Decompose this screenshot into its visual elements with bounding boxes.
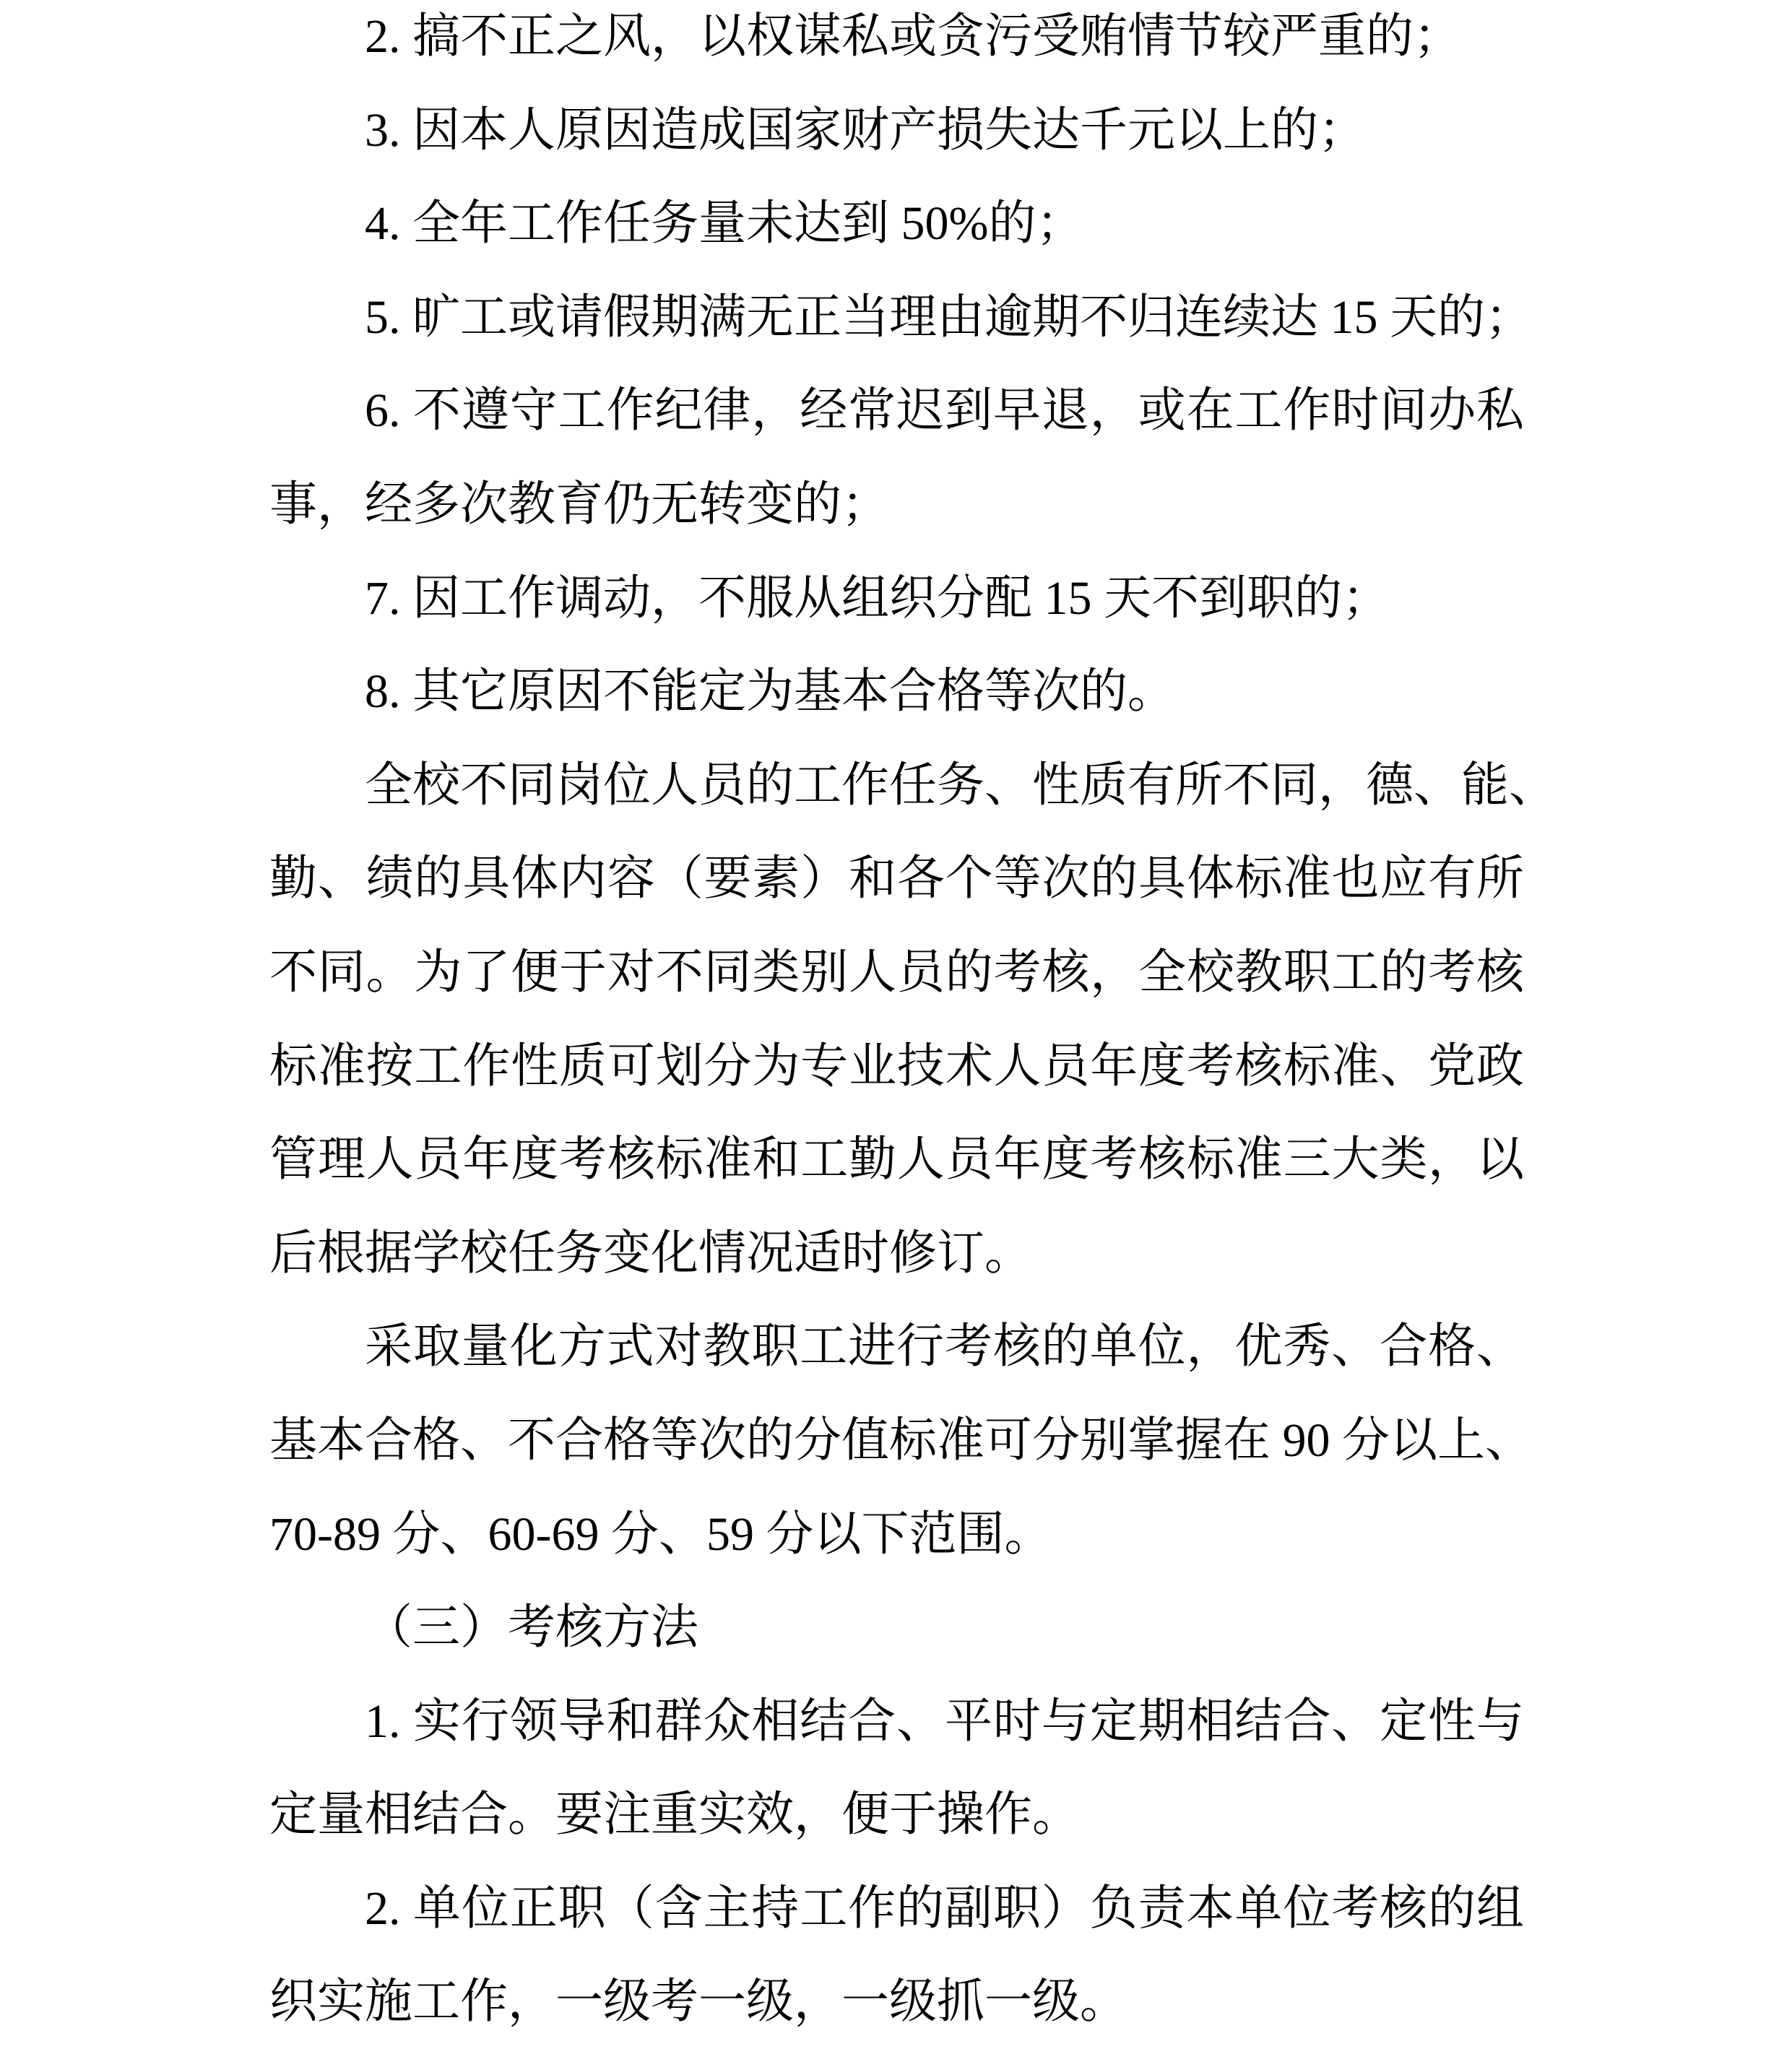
text-line: 不同。为了便于对不同类别人员的考核，全校教职工的考核	[269, 945, 1524, 999]
text-line: 70-89 分、60-69 分、59 分以下范围。	[269, 1507, 1052, 1561]
text-line: 8. 其它原因不能定为基本合格等次的。	[365, 665, 1175, 719]
document-body	[269, 0, 1557, 2049]
text-line: 全校不同岗位人员的工作任务、性质有所不同，德、能、	[365, 758, 1557, 812]
text-line: 基本合格、不合格等次的分值标准可分别掌握在 90 分以上、	[269, 1413, 1533, 1467]
text-line: 采取量化方式对教职工进行考核的单位，优秀、合格、	[365, 1320, 1524, 1374]
text-line: 事，经多次教育仍无转变的；	[269, 477, 889, 531]
text-line: 1. 实行领导和群众相结合、平时与定期相结合、定性与	[365, 1694, 1524, 1748]
text-line: 管理人员年度考核标准和工勤人员年度考核标准三大类，以	[269, 1133, 1524, 1187]
text-line: 2. 单位正职（含主持工作的副职）负责本单位考核的组	[365, 1881, 1524, 1935]
text-line: 4. 全年工作任务量未达到 50%的；	[365, 197, 1084, 251]
text-line: 织实施工作，一级考一级，一级抓一级。	[269, 1975, 1127, 2029]
text-line: 标准按工作性质可划分为专业技术人员年度考核标准、党政	[269, 1039, 1524, 1093]
text-line: 5. 旷工或请假期满无正当理由逾期不归连续达 15 天的；	[365, 290, 1533, 344]
text-line: 勤、绩的具体内容（要素）和各个等次的具体标准也应有所	[269, 852, 1524, 906]
text-line: 2. 搞不正之风，以权谋私或贪污受贿情节较严重的；	[365, 10, 1461, 63]
text-line: 6. 不遵守工作纪律，经常迟到早退，或在工作时间办私	[365, 384, 1524, 438]
text-line: 3. 因本人原因造成国家财产损失达千元以上的；	[365, 103, 1366, 157]
text-line: 后根据学校任务变化情况适时修订。	[269, 1226, 1032, 1280]
text-line: 7. 因工作调动，不服从组织分配 15 天不到职的；	[365, 571, 1390, 625]
section-heading: （三）考核方法	[365, 1601, 698, 1655]
text-line: 定量相结合。要注重实效，便于操作。	[269, 1788, 1080, 1842]
